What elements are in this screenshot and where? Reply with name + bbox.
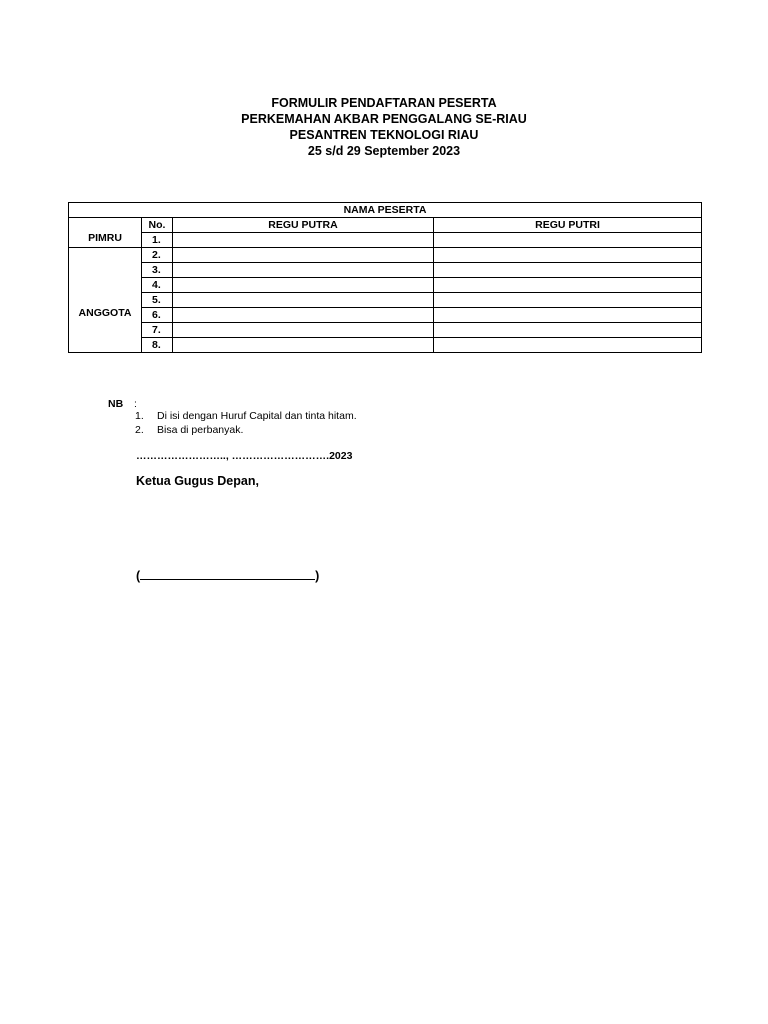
putri-name-field[interactable] bbox=[434, 278, 702, 293]
close-paren: ) bbox=[315, 569, 320, 583]
putri-name-field[interactable] bbox=[434, 323, 702, 338]
event-name: PERKEMAHAN AKBAR PENGGALANG SE-RIAU bbox=[241, 112, 527, 126]
row-number: 7. bbox=[142, 323, 173, 338]
putra-name-field[interactable] bbox=[173, 233, 434, 248]
signature-title: Ketua Gugus Depan, bbox=[136, 474, 259, 488]
row-number: 3. bbox=[142, 263, 173, 278]
putri-name-field[interactable] bbox=[434, 263, 702, 278]
notes-colon: : bbox=[134, 398, 137, 410]
table-row bbox=[69, 278, 702, 293]
note-number: 1. bbox=[135, 410, 144, 422]
form-header bbox=[0, 95, 768, 159]
putra-name-field[interactable] bbox=[173, 308, 434, 323]
row-number: 5. bbox=[142, 293, 173, 308]
col-putra-header: REGU PUTRA bbox=[173, 218, 434, 233]
putri-name-field[interactable] bbox=[434, 308, 702, 323]
table-title-row bbox=[69, 203, 702, 218]
putri-name-field[interactable] bbox=[434, 293, 702, 308]
table-row bbox=[69, 263, 702, 278]
participant-table bbox=[68, 202, 702, 353]
table-row bbox=[69, 308, 702, 323]
open-paren: ( bbox=[136, 569, 141, 583]
note-item bbox=[135, 410, 357, 422]
venue-name: PESANTREN TEKNOLOGI RIAU bbox=[289, 128, 479, 142]
form-title: FORMULIR PENDAFTARAN PESERTA bbox=[271, 96, 497, 110]
note-text: Di isi dengan Huruf Capital dan tinta hitam. bbox=[157, 410, 357, 422]
notes-label: NB bbox=[108, 398, 124, 410]
table-row bbox=[69, 248, 702, 263]
putra-name-field[interactable] bbox=[173, 338, 434, 353]
table-row bbox=[69, 338, 702, 353]
col-no-header: No. bbox=[142, 218, 173, 233]
note-text: Bisa di perbanyak. bbox=[157, 424, 244, 436]
putri-name-field[interactable] bbox=[434, 248, 702, 263]
note-item bbox=[135, 424, 243, 436]
table-row bbox=[69, 233, 702, 248]
putra-name-field[interactable] bbox=[173, 248, 434, 263]
row-number: 1. bbox=[142, 233, 173, 248]
table-header-row bbox=[69, 218, 702, 233]
putri-name-field[interactable] bbox=[434, 233, 702, 248]
signature-line bbox=[136, 567, 319, 583]
table-row bbox=[69, 323, 702, 338]
row-number: 6. bbox=[142, 308, 173, 323]
table-row bbox=[69, 293, 702, 308]
row-number: 8. bbox=[142, 338, 173, 353]
table-title: NAMA PESERTA bbox=[69, 203, 702, 218]
signature-blank[interactable] bbox=[140, 567, 315, 580]
place-date-line: …………………….., ……………………….2023 bbox=[136, 450, 353, 462]
putra-name-field[interactable] bbox=[173, 263, 434, 278]
putri-name-field[interactable] bbox=[434, 338, 702, 353]
pimru-label: PIMRU bbox=[69, 218, 142, 248]
anggota-label: ANGGOTA bbox=[69, 248, 142, 353]
row-number: 2. bbox=[142, 248, 173, 263]
note-number: 2. bbox=[135, 424, 144, 436]
putra-name-field[interactable] bbox=[173, 293, 434, 308]
putra-name-field[interactable] bbox=[173, 278, 434, 293]
col-putri-header: REGU PUTRI bbox=[434, 218, 702, 233]
putra-name-field[interactable] bbox=[173, 323, 434, 338]
event-date: 25 s/d 29 September 2023 bbox=[307, 144, 461, 158]
row-number: 4. bbox=[142, 278, 173, 293]
